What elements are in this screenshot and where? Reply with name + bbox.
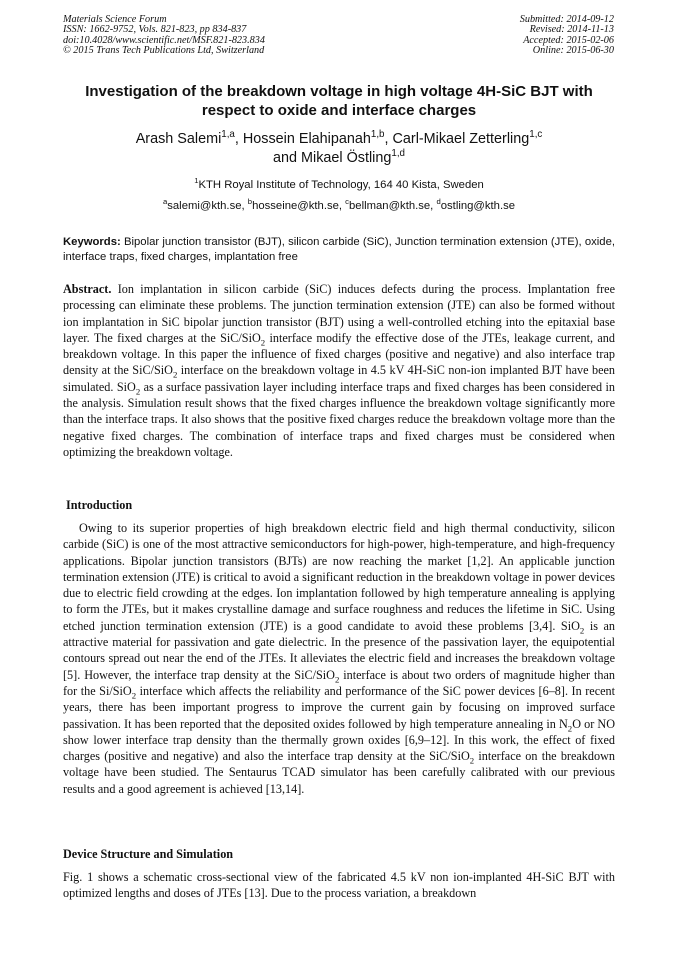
abstract-text: Ion implantation in silicon carbide (SiC) induces defects during the process. Implantation free processing can eliminate these problems. The junction termination extension (JTE) can also be formed without ion implantation in SiC bipolar junction transistor (BJT) using a well-controlled etching into the epitaxial base layer. The fixed charges at the SiC/SiO <box>63 282 615 345</box>
intro-text: Owing to its superior properties of high breakdown electric field and high thermal conductivity, silicon carbide (SiC) is one of the most attractive semiconductors for high-power, high-temperature, and high-frequency applications. Bipolar junction transistors (BJTs) are now reaching the market [1,2]. An applicable junction termination extension (JTE) is critical to avoid a significant reduction in the breakdown voltage in power devices due to electric field crowding at the edges. Ion implantation followed by high temperature annealing is applying to form the JTEs, but it makes crystalline damage and surface roughness and reduces the lifetime in SiC. Using etched junction termination extension (JTE) is a good candidate to avoid these problems [3,4]. SiO <box>63 521 615 633</box>
email-link[interactable]: hosseine@kth.se, <box>252 200 343 212</box>
title-line-2: respect to oxide and interface charges <box>201 102 477 119</box>
email-list <box>40 199 638 213</box>
subscript: 2 <box>131 690 137 701</box>
doi[interactable]: doi:10.4028/www.scientific.net/MSF.821-823.834 <box>63 34 265 46</box>
dates-header <box>520 15 614 57</box>
intro-text: interface which affects the reliability and performance of the SiC power devices [6–8]. In recent years, there has been important progress to improve the current gain by focusing on improved surface passivation. It has been reported that the deposited oxides followed by high temperature annealing in N <box>63 683 615 731</box>
email-link[interactable]: ostling@kth.se <box>440 200 516 212</box>
abstract-text: interface modify the effective dose of the JTEs, leakage current, and breakdown voltage. In this paper the influence of fixed charges (positive and negative) and also interface trap density at the SiC/SiO <box>63 330 615 378</box>
revised-date: Revised: 2014-11-13 <box>529 24 614 36</box>
section-heading-device-structure: Device Structure and Simulation <box>63 847 234 861</box>
email-link[interactable]: bellman@kth.se, <box>349 200 434 212</box>
journal-header <box>63 15 265 57</box>
introduction-paragraph <box>63 520 615 797</box>
title-line-1: Investigation of the breakdown voltage in high voltage 4H-SiC BJT with <box>85 83 593 100</box>
accepted-date: Accepted: 2015-02-06 <box>523 34 614 46</box>
email-sup: a <box>162 197 168 207</box>
author-sup: 1,b <box>370 129 385 141</box>
subscript: 2 <box>260 337 266 348</box>
subscript: 2 <box>579 625 585 636</box>
abstract <box>63 281 615 460</box>
submitted-date: Submitted: 2014-09-12 <box>519 14 614 25</box>
section-heading-introduction: Introduction <box>66 498 133 512</box>
subscript: 2 <box>135 386 141 397</box>
issn: ISSN: 1662-9752, Vols. 821-823, pp 834-837 <box>63 24 247 36</box>
intro-text: interface is about two orders of magnitude higher than for the Si/SiO <box>63 667 615 698</box>
keywords-text: Bipolar junction transistor (BJT), silicon carbide (SiC), Junction termination extension (JTE), oxide, interface traps, fixed charges, implantation free <box>63 236 615 263</box>
affiliation-text: KTH Royal Institute of Technology, 164 40 Kista, Sweden <box>198 179 484 191</box>
online-date: Online: 2015-06-30 <box>532 45 614 57</box>
abstract-text: as a surface passivation layer including interface traps and fixed charges has been considered in the analysis. Simulation result shows that the fixed charges influence the breakdown voltage significantly more than the interface traps. It also shows that the positive fixed charges reduce the breakdown voltage more than the negative fixed charges. The combination of interface traps and fixed charges must be considered when optimizing the breakdown voltage. <box>63 379 615 459</box>
affiliation <box>40 178 638 192</box>
author-name: Carl-Mikael Zetterling <box>392 131 530 147</box>
abstract-text: interface on the breakdown voltage in 4.5 kV 4H-SiC non-ion implanted BJT have been simulated. SiO <box>63 363 615 394</box>
affiliation-sup: 1 <box>194 176 199 186</box>
intro-text: O or NO show lower interface trap density than the thermally grown oxides [6,9–12]. In this work, the effect of fixed charges (positive and negative) and also the interface trap density at the SiC/SiO <box>63 716 615 764</box>
email-sup: c <box>345 197 350 207</box>
authors-line-1: Arash Salemi$^{1,a}$, Hossein Elahipanah$^{1,b}$, Carl-Mikael Zetterling$^{1,c}$ <box>135 129 543 147</box>
authors-line-2 <box>40 149 638 168</box>
email-sup: d <box>436 197 441 207</box>
paper-title <box>40 82 638 120</box>
email-link[interactable]: salemi@kth.se, <box>167 200 245 212</box>
subscript: 2 <box>567 723 573 733</box>
intro-text: is an attractive material for passivation and gate dielectric. In the presence of the passivation layer, the equipotential contours spread out near the end of the JTEs. It alleviates the electric field and increases the breakdown voltage [5]. However, the interface trap density at the SiC/SiO <box>63 618 615 682</box>
copyright: © 2015 Trans Tech Publications Ltd, Switzerland <box>63 45 265 57</box>
subscript: 2 <box>334 674 340 685</box>
email-sup: b <box>247 197 253 207</box>
intro-text: interface on the breakdown voltage have been studied. The Sentaurus TCAD simulator has been carefully calibrated with our previous results and a good agreement is achieved [13,14]. <box>63 749 615 796</box>
keywords-label: Keywords: <box>63 236 121 248</box>
subscript: 2 <box>172 369 178 380</box>
author-sup: 1,a <box>221 129 235 141</box>
journal-name: Materials Science Forum <box>63 14 167 25</box>
author-name: and Mikael Östling <box>273 149 392 166</box>
author-sup: 1,c <box>529 129 543 141</box>
keywords <box>63 235 615 264</box>
abstract-label: Abstract. <box>63 282 112 296</box>
author-sup: 1,d <box>391 147 405 159</box>
author-name: Hossein Elahipanah <box>242 131 371 147</box>
author-list <box>40 130 638 167</box>
author-name: Arash Salemi <box>135 131 222 147</box>
subscript: 2 <box>469 755 475 766</box>
device-paragraph: Fig. 1 shows a schematic cross-sectional view of the fabricated 4.5 kV non ion-implanted 4H-SiC BJT with optimized lengths and doses of JTEs [13]. Due to the process variation, a breakdown <box>63 870 615 901</box>
